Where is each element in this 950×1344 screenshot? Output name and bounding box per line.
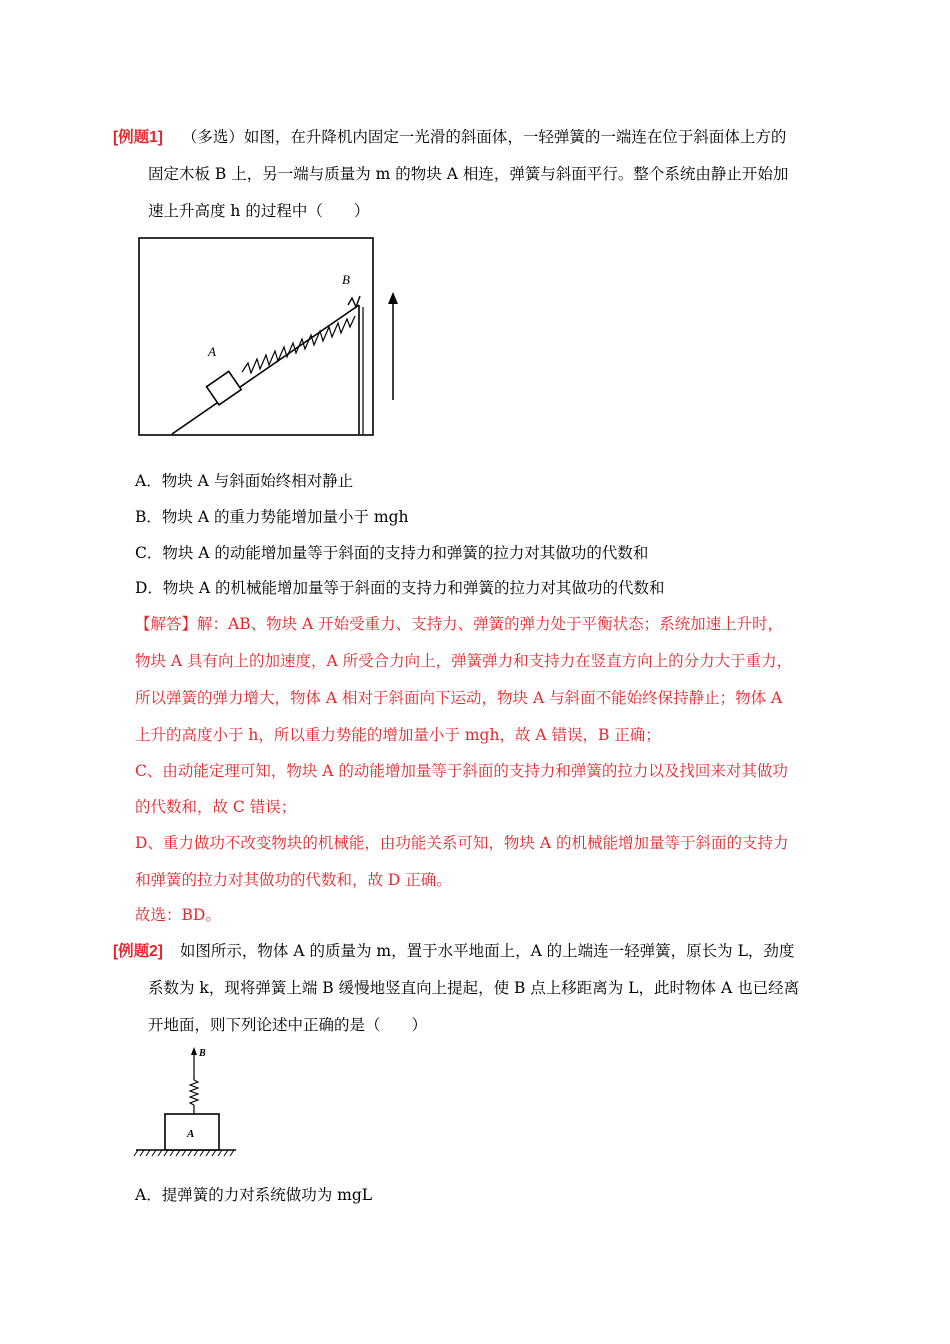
example1-stem-line-3: 速上升高度 h 的过程中（ ） bbox=[148, 202, 370, 220]
answer-line-5: C、由动能定理可知，物块 A 的动能增加量等于斜面的支持力和弹簧的拉力以及找回来对其做功 bbox=[135, 762, 788, 780]
example2-stem-line-2: 系数为 k，现将弹簧上端 B 缓慢地竖直向上提起，使 B 点上移距离为 L，此时物体 A 也已经离 bbox=[148, 979, 800, 997]
example1-stem-line-1 bbox=[113, 127, 786, 148]
example1-stem-text: （多选）如图，在升降机内固定一光滑的斜面体，一轻弹簧的一端连在位于斜面体上方的 bbox=[181, 128, 787, 146]
example1-stem-line-2: 固定木板 B 上，另一端与质量为 m 的物块 A 相连，弹簧与斜面平行。整个系统由静止开始加 bbox=[148, 165, 789, 183]
answer-line-2: 物块 A 具有向上的加速度，A 所受合力向上，弹簧弹力和支持力在竖直方向上的分力大于重力， bbox=[135, 652, 793, 670]
answer-choice: 故选：BD。 bbox=[135, 906, 221, 924]
incline-surface bbox=[172, 305, 359, 434]
example1-option-b: B．物块 A 的重力势能增加量小于 mgh bbox=[135, 508, 409, 526]
up-arrow-icon-2 bbox=[191, 1047, 197, 1055]
answer-line-3: 所以弹簧的弹力增大，物体 A 相对于斜面向下运动，物块 A 与斜面不能始终保持静止；物体 A bbox=[135, 689, 783, 707]
example2-tag: [例题2] bbox=[113, 943, 163, 960]
elevator-box bbox=[139, 238, 373, 435]
example1-tag: [例题1] bbox=[113, 129, 163, 146]
label-b: B bbox=[342, 272, 350, 287]
example2-stem-line-3: 开地面，则下列论述中正确的是（ ） bbox=[148, 1016, 428, 1034]
example1-option-c: C．物块 A 的动能增加量等于斜面的支持力和弹簧的拉力对其做功的代数和 bbox=[135, 544, 649, 562]
example1-option-d: D．物块 A 的机械能增加量等于斜面的支持力和弹簧的拉力对其做功的代数和 bbox=[135, 579, 665, 597]
answer-line-1: 【解答】解：AB、物块 A 开始受重力、支持力、弹簧的弹力处于平衡状态；系统加速上升时， bbox=[135, 615, 784, 633]
example2-option-a: A．提弹簧的力对系统做功为 mgL bbox=[135, 1186, 373, 1204]
up-arrow-icon bbox=[388, 292, 398, 400]
answer-line-4: 上升的高度小于 h，所以重力势能的增加量小于 mgh，故 A 错误，B 正确； bbox=[135, 726, 661, 744]
example1-option-a: A．物块 A 与斜面始终相对静止 bbox=[135, 472, 354, 490]
example2-stem-line-1 bbox=[113, 941, 794, 962]
spring bbox=[242, 316, 355, 373]
label-b-2: B bbox=[199, 1048, 206, 1059]
label-a: A bbox=[208, 344, 216, 359]
example2-stem-text: 如图所示，物体 A 的质量为 m，置于水平地面上，A 的上端连一轻弹簧，原长为 L，劲度 bbox=[179, 942, 795, 960]
answer-line-6: 的代数和，故 C 错误； bbox=[135, 798, 297, 816]
answer-line-7: D、重力做功不改变物块的机械能，由功能关系可知，物块 A 的机械能增加量等于斜面的支持力 bbox=[135, 834, 789, 852]
answer-line-8: 和弹簧的拉力对其做功的代数和，故 D 正确。 bbox=[135, 871, 452, 889]
incline-spring-figure bbox=[130, 232, 420, 442]
block-a bbox=[207, 371, 242, 404]
block-spring-figure bbox=[132, 1042, 252, 1162]
spring-2 bbox=[190, 1080, 198, 1105]
label-a-2: A bbox=[187, 1128, 195, 1140]
